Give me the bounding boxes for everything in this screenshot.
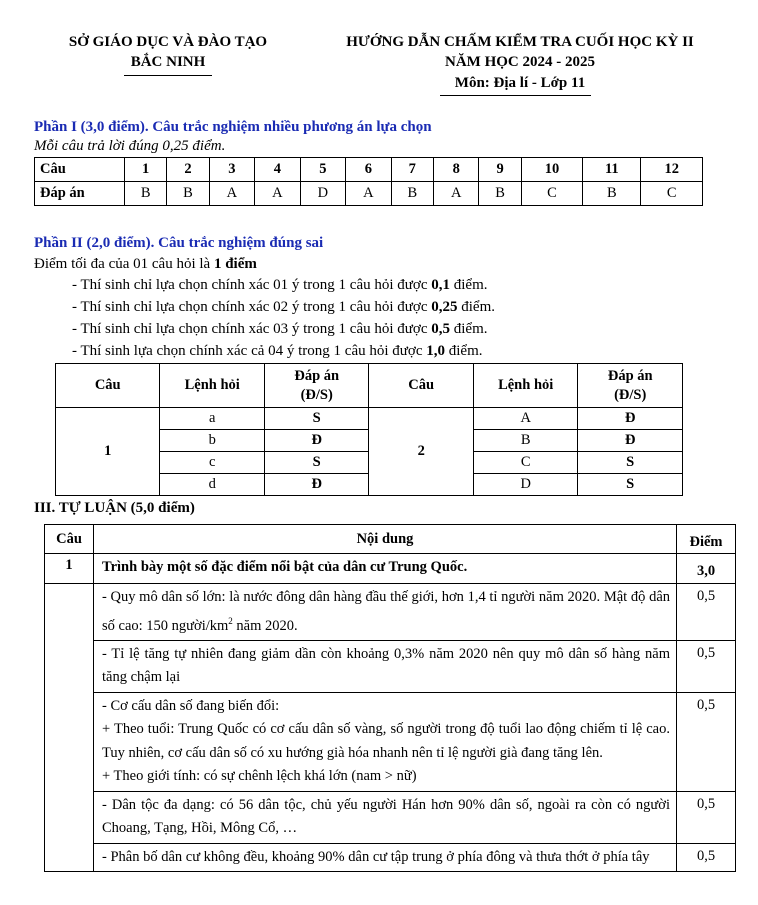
answer-cell: C <box>641 182 703 206</box>
province-name: BẮC NINH <box>130 54 206 70</box>
header-underline-right <box>440 95 591 96</box>
answer-cell: B <box>583 182 641 206</box>
answer-cell: Đ <box>264 430 369 452</box>
part2-intro-text: Điểm tối đa của 01 câu hỏi là <box>34 256 214 272</box>
answer-content <box>94 584 677 641</box>
question-number: 7 <box>391 158 433 182</box>
answer-cell: S <box>578 452 683 474</box>
part3-title: III. TỰ LUẬN (5,0 điểm) <box>34 500 195 516</box>
question-number: 1 <box>45 554 94 584</box>
table-row <box>45 843 736 872</box>
answer-cell: A <box>209 182 255 206</box>
col-header-lenh: Lệnh hỏi <box>160 364 265 408</box>
item-label: d <box>160 474 265 496</box>
question-number: 1 <box>125 158 167 182</box>
answer-cell: C <box>521 182 582 206</box>
col-header-lenh: Lệnh hỏi <box>473 364 578 408</box>
answer-score: 0,5 <box>677 692 736 791</box>
answer-cell: A <box>433 182 479 206</box>
table-row <box>45 640 736 692</box>
answer-cell: A <box>346 182 392 206</box>
col-header-dapan-line2: (Đ/S) <box>614 386 647 403</box>
question-number: 9 <box>479 158 521 182</box>
answer-score: 0,5 <box>677 791 736 843</box>
question-number: 1 <box>56 408 160 496</box>
answer-cell: B <box>125 182 167 206</box>
col-header-dapan-line1: Đáp án <box>294 367 340 384</box>
rule-line <box>72 299 495 316</box>
table-row <box>35 182 703 206</box>
rule-bold: 1,0 <box>426 343 445 359</box>
table-row <box>45 791 736 843</box>
answer-cell: Đ <box>264 474 369 496</box>
part1-answer-table <box>34 157 703 206</box>
col-header-noidung: Nội dung <box>94 525 677 554</box>
question-number: 4 <box>255 158 301 182</box>
answer-text: - Quy mô dân số lớn: là nước đông dân hàng đầu thế giới, hơn 1,4 tỉ người năm 2020. Mật độ dân số cao: 150 người/km <box>102 589 670 634</box>
part2-intro <box>34 256 257 273</box>
question-number: 10 <box>521 158 582 182</box>
col-header-dapan-line1: Đáp án <box>607 367 653 384</box>
rule-bold: 0,25 <box>431 299 458 315</box>
answer-content: - Phân bố dân cư không đều, khoảng 90% dân cư tập trung ở phía đông và thưa thớt ở phía tây <box>94 843 677 872</box>
question-number: 6 <box>346 158 392 182</box>
answer-text: năm 2020. <box>232 617 298 634</box>
question-number: 3 <box>209 158 255 182</box>
rule-line <box>72 343 483 360</box>
question-score: 3,0 <box>677 554 736 584</box>
answer-cell: B <box>167 182 209 206</box>
rule-suffix: điểm. <box>445 343 483 359</box>
answer-cell: D <box>300 182 346 206</box>
question-number: 2 <box>167 158 209 182</box>
answer-text: + Theo tuổi: Trung Quốc có cơ cấu dân số vàng, số người trong độ tuổi lao động chiếm tỉ lệ cao. Tuy nhiên, cơ cấu dân số có xu hướng già hóa nhanh nên tỉ lệ người già đang tăng lên. <box>102 721 670 761</box>
rule-suffix: điểm. <box>450 277 488 293</box>
header-underline-left <box>124 75 212 76</box>
table-row <box>35 158 703 182</box>
rule-line <box>72 321 488 338</box>
row-label-cau: Câu <box>35 158 125 182</box>
answer-cell: B <box>479 182 521 206</box>
rule-bold: 0,5 <box>431 321 451 337</box>
doc-title: HƯỚNG DẪN CHẤM KIỂM TRA CUỐI HỌC KỲ II <box>346 34 694 50</box>
question-number: 11 <box>583 158 641 182</box>
question-number: 8 <box>433 158 479 182</box>
col-header-diem: Điểm <box>677 525 736 554</box>
col-header-dapan <box>264 364 369 408</box>
empty-cell <box>45 584 94 872</box>
answer-cell: S <box>578 474 683 496</box>
answer-content: - Dân tộc đa dạng: có 56 dân tộc, chủ yếu người Hán hơn 90% dân số, ngoài ra còn có người Choang, Tạng, Hồi, Mông Cổ, … <box>94 791 677 843</box>
item-label: c <box>160 452 265 474</box>
rule-text: - Thí sinh chỉ lựa chọn chính xác 03 ý trong 1 câu hỏi được <box>72 321 432 337</box>
answer-content <box>94 692 677 791</box>
table-row <box>45 692 736 791</box>
table-row <box>56 408 683 430</box>
answer-score: 0,5 <box>677 584 736 641</box>
col-header-cau: Câu <box>369 364 473 408</box>
table-row <box>45 584 736 641</box>
question-number: 5 <box>300 158 346 182</box>
answer-score: 0,5 <box>677 843 736 872</box>
item-label: B <box>473 430 578 452</box>
table-row <box>45 554 736 584</box>
col-header-cau: Câu <box>45 525 94 554</box>
answer-cell: Đ <box>578 408 683 430</box>
question-title: Trình bày một số đặc điểm nổi bật của dân cư Trung Quốc. <box>94 554 677 584</box>
part1-note: Mỗi câu trả lời đúng 0,25 điểm. <box>34 138 226 154</box>
item-label: C <box>473 452 578 474</box>
part2-intro-bold: 1 điểm <box>213 256 257 272</box>
answer-score: 0,5 <box>677 640 736 692</box>
col-header-dapan-line2: (Đ/S) <box>300 386 333 403</box>
answer-text: + Theo giới tính: có sự chênh lệch khá lớn (nam > nữ) <box>102 768 417 785</box>
col-header-dapan <box>578 364 683 408</box>
answer-cell: A <box>255 182 301 206</box>
part1-title: Phần I (3,0 điểm). Câu trắc nghiệm nhiều phương án lựa chọn <box>34 119 432 135</box>
answer-text: - Cơ cấu dân số đang biến đổi: <box>102 697 280 714</box>
rule-suffix: điểm. <box>450 321 488 337</box>
item-label: b <box>160 430 265 452</box>
col-header-cau: Câu <box>56 364 160 408</box>
table-row <box>45 525 736 554</box>
answer-cell: Đ <box>578 430 683 452</box>
rule-text: - Thí sinh chỉ lựa chọn chính xác 02 ý trong 1 câu hỏi được <box>72 299 432 315</box>
part3-essay-table <box>44 524 736 872</box>
row-label-dapan: Đáp án <box>35 182 125 206</box>
answer-cell: S <box>264 408 369 430</box>
school-year: NĂM HỌC 2024 - 2025 <box>445 54 595 70</box>
item-label: a <box>160 408 265 430</box>
rule-text: - Thí sinh lựa chọn chính xác cả 04 ý trong 1 câu hỏi được <box>72 343 427 359</box>
answer-content: - Tỉ lệ tăng tự nhiên đang giảm dần còn khoảng 0,3% năm 2020 nên quy mô dân số hàng năm tăng chậm lại <box>94 640 677 692</box>
superscript: 2 <box>228 615 233 626</box>
question-number: 12 <box>641 158 703 182</box>
rule-suffix: điểm. <box>457 299 496 315</box>
subject: Môn: Địa lí - Lớp 11 <box>454 75 586 91</box>
table-row <box>56 364 683 408</box>
rule-text: - Thí sinh chỉ lựa chọn chính xác 01 ý trong 1 câu hỏi được <box>72 277 432 293</box>
part2-answer-table <box>55 363 683 496</box>
answer-cell: S <box>264 452 369 474</box>
dept-name: SỞ GIÁO DỤC VÀ ĐÀO TẠO <box>68 34 268 50</box>
part2-title: Phần II (2,0 điểm). Câu trắc nghiệm đúng sai <box>34 235 324 251</box>
rule-bold: 0,1 <box>431 277 451 293</box>
answer-cell: B <box>391 182 433 206</box>
item-label: D <box>473 474 578 496</box>
rule-line <box>72 277 488 294</box>
item-label: A <box>473 408 578 430</box>
question-number: 2 <box>369 408 473 496</box>
